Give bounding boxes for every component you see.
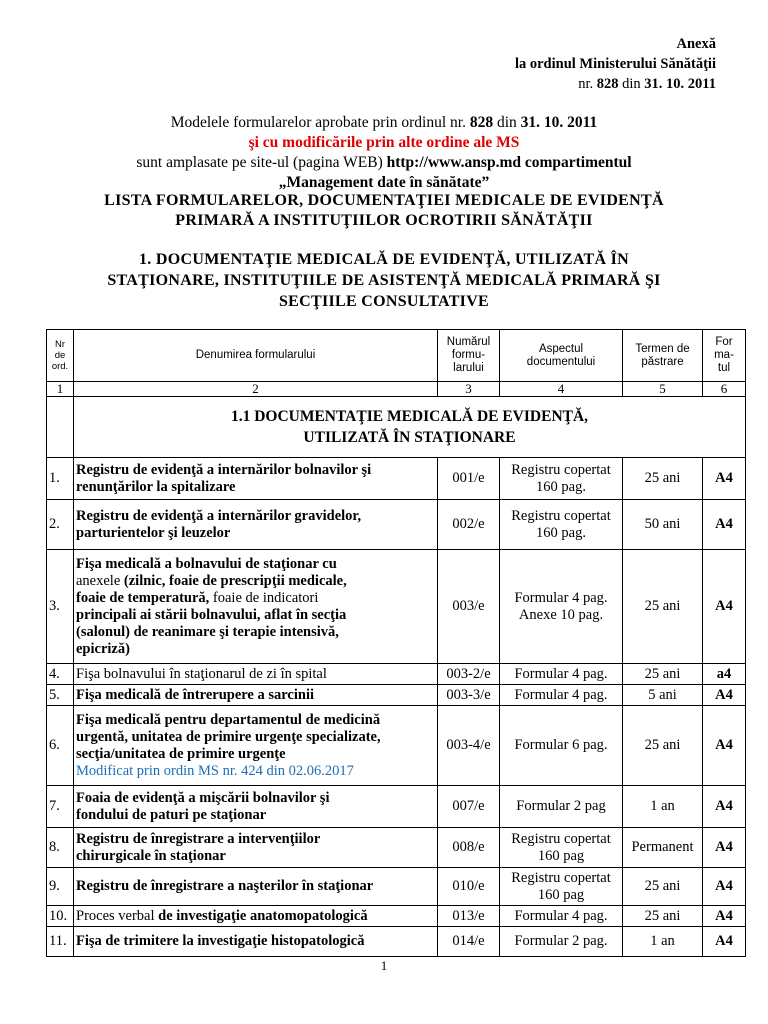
document-title <box>0 191 768 231</box>
section-heading <box>0 249 768 312</box>
row-term: 25 ani <box>623 906 703 927</box>
row-format: A4 <box>703 458 746 500</box>
intro-din: din <box>496 114 517 131</box>
row-term: 25 ani <box>623 868 703 906</box>
row-format: A4 <box>703 906 746 927</box>
intro-order-number: 828 <box>469 114 494 131</box>
row-nr: 11. <box>47 927 74 957</box>
row-aspect: Formular 4 pag. Anexe 10 pag. <box>500 550 623 664</box>
col-num-2: 2 <box>74 382 438 397</box>
intro-modifications-note: şi cu modificările prin alte ordine ale MS <box>248 134 520 151</box>
page-number: 1 <box>380 958 388 973</box>
row-code: 008/e <box>438 828 500 868</box>
table-row <box>47 458 746 500</box>
section-line-2: STAŢIONARE, INSTITUŢIILE DE ASISTENŢĂ MEDICALĂ PRIMARĂ ŞI <box>107 272 661 289</box>
row-name: Registru de evidenţă a internărilor bolnavilor şi renunţărilor la spitalizare <box>74 458 438 500</box>
row-term: 25 ani <box>623 458 703 500</box>
row-code: 003-4/e <box>438 706 500 786</box>
annex-order-date: 31. 10. 2011 <box>644 76 716 92</box>
table-row <box>47 500 746 550</box>
row-term: 25 ani <box>623 550 703 664</box>
row-name: Fişa medicală de întrerupere a sarcinii <box>74 685 438 706</box>
row-nr: 10. <box>47 906 74 927</box>
row-format: A4 <box>703 868 746 906</box>
intro-site-text: sunt amplasate pe site-ul (pagina WEB) <box>136 154 383 171</box>
row-aspect: Registru copertat 160 pag. <box>500 500 623 550</box>
row-code: 003/e <box>438 550 500 664</box>
table-header-row <box>47 330 746 382</box>
row-aspect: Registru copertat 160 pag <box>500 868 623 906</box>
row-code: 001/e <box>438 458 500 500</box>
row-code: 014/e <box>438 927 500 957</box>
table-row <box>47 828 746 868</box>
table-row <box>47 685 746 706</box>
row-aspect: Formular 6 pag. <box>500 706 623 786</box>
row-aspect: Registru copertat 160 pag. <box>500 458 623 500</box>
row-code: 002/e <box>438 500 500 550</box>
header-name: Denumirea formularului <box>74 330 438 382</box>
intro-line-1 <box>0 113 768 133</box>
col-num-6: 6 <box>703 382 746 397</box>
row-nr: 6. <box>47 706 74 786</box>
table-row <box>47 706 746 786</box>
intro-block <box>0 113 768 193</box>
row-nr: 5. <box>47 685 74 706</box>
row-code: 013/e <box>438 906 500 927</box>
row-nr: 9. <box>47 868 74 906</box>
row-nr: 4. <box>47 664 74 685</box>
table-row <box>47 906 746 927</box>
title-line-2: PRIMARĂ A INSTITUŢIILOR OCROTIRII SĂNĂTĂŢII <box>175 212 593 229</box>
row-nr: 2. <box>47 500 74 550</box>
column-number-row <box>47 382 746 397</box>
row-name: Proces verbal de investigaţie anatomopatologică <box>74 906 438 927</box>
row-aspect: Formular 2 pag. <box>500 927 623 957</box>
annex-din-label: din <box>622 76 641 92</box>
row-format: A4 <box>703 786 746 828</box>
row-term: 25 ani <box>623 664 703 685</box>
row-aspect: Formular 4 pag. <box>500 685 623 706</box>
header-number: Numărul formu- larului <box>438 330 500 382</box>
row-aspect: Formular 4 pag. <box>500 906 623 927</box>
row-name: Fişa bolnavului în staţionarul de zi în spital <box>74 664 438 685</box>
section-line-1: 1. DOCUMENTAŢIE MEDICALĂ DE EVIDENŢĂ, UTILIZATĂ ÎN <box>138 251 630 268</box>
annex-title: Anexă <box>676 36 716 52</box>
row-format: A4 <box>703 550 746 664</box>
table-row <box>47 550 746 664</box>
row-format: A4 <box>703 500 746 550</box>
header-aspect: Aspectul documentului <box>500 330 623 382</box>
row-nr: 7. <box>47 786 74 828</box>
table-row <box>47 786 746 828</box>
title-line-1: LISTA FORMULARELOR, DOCUMENTAŢIEI MEDICALE DE EVIDENŢĂ <box>104 192 664 209</box>
row-term: 1 an <box>623 786 703 828</box>
col-num-4: 4 <box>500 382 623 397</box>
row-name: Registru de înregistrare a naşterilor în staţionar <box>74 868 438 906</box>
row-format: A4 <box>703 927 746 957</box>
annex-header <box>515 34 716 94</box>
row-format: A4 <box>703 706 746 786</box>
intro-line-3 <box>0 153 768 173</box>
row-name: Registru de evidenţă a internărilor gravidelor, parturientelor şi leuzelor <box>74 500 438 550</box>
row-term: Permanent <box>623 828 703 868</box>
intro-prefix: Modelele formularelor aprobate prin ordinul nr. <box>170 114 466 131</box>
row-nr: 3. <box>47 550 74 664</box>
subsection-row <box>47 397 746 458</box>
modification-note-link[interactable]: Modificat prin ordin MS nr. 424 din 02.06.2017 <box>76 762 354 779</box>
intro-site-link[interactable]: http://www.ansp.md compartimentul <box>386 154 632 171</box>
row-aspect: Formular 2 pag <box>500 786 623 828</box>
col-num-5: 5 <box>623 382 703 397</box>
row-nr: 1. <box>47 458 74 500</box>
row-code: 007/e <box>438 786 500 828</box>
row-term: 5 ani <box>623 685 703 706</box>
table-row <box>47 868 746 906</box>
row-format: a4 <box>703 664 746 685</box>
table-row <box>47 927 746 957</box>
annex-order-number: 828 <box>596 76 619 92</box>
annex-order-line <box>515 74 716 94</box>
header-term: Termen de păstrare <box>623 330 703 382</box>
row-term: 50 ani <box>623 500 703 550</box>
row-name: Fişa medicală pentru departamentul de medicină urgentă, unitatea de primire urgenţe specializate, secţia/unitatea de primire urgenţe Modificat prin ordin MS nr. 424 din 02.06.2017 <box>74 706 438 786</box>
table-row <box>47 664 746 685</box>
section-line-3: SECŢIILE CONSULTATIVE <box>278 293 490 310</box>
header-format: For ma- tul <box>703 330 746 382</box>
row-name: Fişa medicală a bolnavului de staţionar cu anexele (zilnic, foaie de prescripţii medicale, foaie de temperatură, foaie de indicatori principali ai stării bolnavului, aflat în secţia (salonul) de reanimare şi terapie intensivă, epicriză) <box>74 550 438 664</box>
row-nr: 8. <box>47 828 74 868</box>
row-format: A4 <box>703 828 746 868</box>
row-term: 25 ani <box>623 706 703 786</box>
header-nr: Nr de ord. <box>47 330 74 382</box>
subsection-heading: 1.1 DOCUMENTAŢIE MEDICALĂ DE EVIDENŢĂ, UTILIZATĂ ÎN STAŢIONARE <box>74 397 746 458</box>
row-code: 010/e <box>438 868 500 906</box>
row-name: Foaia de evidenţă a mişcării bolnavilor şi fondului de paturi pe staţionar <box>74 786 438 828</box>
row-aspect: Formular 4 pag. <box>500 664 623 685</box>
col-num-3: 3 <box>438 382 500 397</box>
row-code: 003-2/e <box>438 664 500 685</box>
row-code: 003-3/e <box>438 685 500 706</box>
row-name: Registru de înregistrare a intervenţiilor chirurgicale în staţionar <box>74 828 438 868</box>
annex-ministry: la ordinul Ministerului Sănătăţii <box>514 56 716 72</box>
intro-compartment: „Management date în sănătate” <box>278 174 490 191</box>
row-term: 1 an <box>623 927 703 957</box>
forms-table <box>46 329 746 957</box>
row-name: Fişa de trimitere la investigaţie histopatologică <box>74 927 438 957</box>
intro-order-date: 31. 10. 2011 <box>520 114 598 131</box>
row-aspect: Registru copertat 160 pag <box>500 828 623 868</box>
col-num-1: 1 <box>47 382 74 397</box>
annex-nr-label: nr. <box>578 76 594 92</box>
row-format: A4 <box>703 685 746 706</box>
